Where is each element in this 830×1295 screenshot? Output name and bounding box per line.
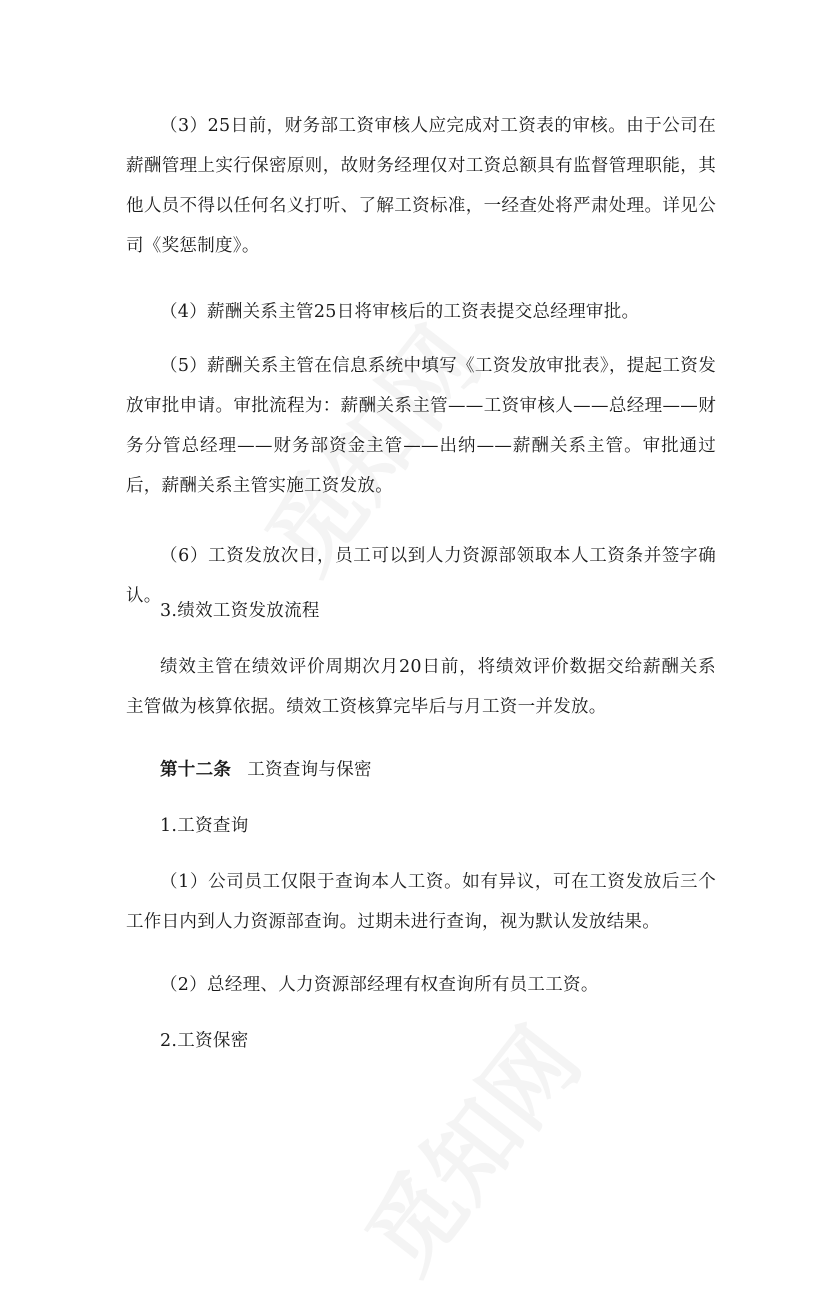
paragraph-query-2: （2）总经理、人力资源部经理有权查询所有员工工资。 — [160, 975, 599, 995]
section-heading-salary-secrecy: 2.工资保密 — [160, 1031, 249, 1051]
paragraph-performance-pay: 绩效主管在绩效评价周期次月20日前，将绩效评价数据交给薪酬关系主管做为核算依据。绩效工资核算完毕后与月工资一并发放。 — [126, 657, 716, 717]
article-heading — [126, 750, 716, 790]
article-title: 工资查询与保密 — [247, 760, 372, 780]
paragraph-item-5: （5）薪酬关系主管在信息系统中填写《工资发放审批表》，提起工资发放审批申请。审批流程为：薪酬关系主管——工资审核人——总经理——财务分管总经理——财务部资金主管——出纳——薪酬关系主管。审批通过后，薪酬关系主管实施工资发放。 — [126, 356, 716, 496]
section-heading-salary-query: 1.工资查询 — [160, 816, 249, 836]
article-number: 第十二条 — [160, 760, 232, 780]
paragraph-query-1: （1）公司员工仅限于查询本人工资。如有异议，可在工资发放后三个工作日内到人力资源部查询。过期未进行查询，视为默认发放结果。 — [126, 872, 716, 932]
section-heading-performance-pay: 3.绩效工资发放流程 — [160, 601, 320, 621]
paragraph-item-4: （4）薪酬关系主管25日将审核后的工资表提交总经理审批。 — [160, 302, 640, 322]
paragraph-item-3: （3）25日前，财务部工资审核人应完成对工资表的审核。由于公司在薪酬管理上实行保密原则，故财务经理仅对工资总额具有监督管理职能，其他人员不得以任何名义打听、了解工资标准，一经查处将严肃处理。详见公司《奖惩制度》。 — [126, 116, 716, 256]
paragraph-item-6: （6）工资发放次日，员工可以到人力资源部领取本人工资条并签字确认。 — [126, 546, 716, 606]
